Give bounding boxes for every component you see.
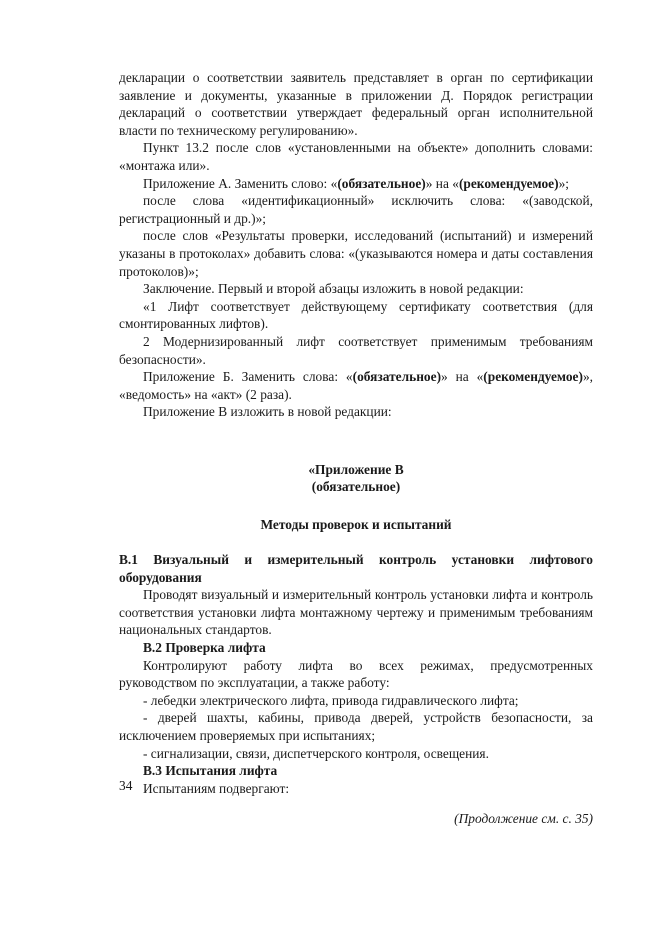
text-run: 2 Модернизированный лифт соответствует применимым требованиям безопасности». <box>119 333 593 367</box>
text-run: после слов «Результаты проверки, исследований (испытаний) и измерений указаны в протоколах» добавить слова: «(указываются номера и даты составления протоколов)»; <box>119 228 593 279</box>
amendment-paragraph <box>119 298 593 333</box>
text-run: Пункт 13.2 после слов «установленными на объекте» дополнить словами: «монтажа или». <box>119 140 593 173</box>
amendment-paragraph <box>119 403 593 421</box>
amendment-paragraph <box>119 175 593 193</box>
appendix-heading: «Приложение В <box>308 461 404 477</box>
amendment-paragraph <box>119 368 593 403</box>
text-run: » на « <box>425 175 459 191</box>
section-b3-text: Испытаниям подвергают: <box>143 780 290 796</box>
section-b1-text: Проводят визуальный и измерительный контроль установки лифта и контроль соответствия установки лифта монтажному чертежу и применимым требованиям национальных стандартов. <box>119 587 593 638</box>
bold-term: (рекомендуемое) <box>458 175 559 191</box>
bold-term: (обязательное) <box>352 369 442 385</box>
amendment-paragraph <box>119 280 593 298</box>
section-b2-line: Контролируют работу лифта во всех режимах, предусмотренных руководством по эксплуатации, а также работу: <box>119 657 593 691</box>
section-b2-line: - сигнализации, связи, диспетчерского контроля, освещения. <box>143 745 489 761</box>
section-b3-heading: В.3 Испытания лифта <box>143 763 278 779</box>
appendix-status: (обязательное) <box>311 479 401 495</box>
page-number: 34 <box>119 778 133 793</box>
text-run: «1 Лифт соответствует действующему сертификату соответствия (для смонтированных лифтов). <box>119 298 593 332</box>
section-b2-line: - дверей шахты, кабины, привода дверей, устройств безопасности, за исключением проверяемых при испытаниях; <box>119 710 593 744</box>
text-run: Заключение. Первый и второй абзацы изложить в новой редакции: <box>143 281 524 297</box>
continuation-note: (Продолжение см. с. 35) <box>454 811 593 827</box>
section-b1-heading: В.1 Визуальный и измерительный контроль установки лифтового оборудования <box>119 552 593 585</box>
text-run: после слова «идентификационный» исключить слова: «(заводской, регистрационный и др.)»; <box>119 193 593 226</box>
section-b2-line: - лебедки электрического лифта, привода гидравлического лифта; <box>143 692 519 708</box>
amendment-paragraph <box>119 139 593 174</box>
text-run: декларации о соответствии заявитель представляет в орган по сертификации заявление и документы, указанные в приложении Д. Порядок регистрации деклараций о соответствии утверждает федеральный орган исполнительной власти по техническому регулированию». <box>119 70 593 138</box>
amendment-paragraph <box>119 69 593 139</box>
text-run: Приложение В изложить в новой редакции: <box>143 404 392 420</box>
text-run: Приложение Б. Заменить слова: « <box>143 369 353 385</box>
appendix-title: Методы проверок и испытаний <box>260 516 452 532</box>
amendment-paragraph <box>119 227 593 280</box>
page-body <box>119 69 593 841</box>
text-run: », «ведомость» на «акт» (2 раза). <box>119 369 593 402</box>
amendment-paragraph <box>119 333 593 368</box>
amendment-paragraphs <box>119 69 593 421</box>
bold-term: (рекомендуемое) <box>483 369 583 385</box>
text-run: »; <box>558 175 570 191</box>
section-b2-heading: В.2 Проверка лифта <box>143 640 266 656</box>
text-run: Приложение А. Заменить слово: « <box>143 175 338 191</box>
amendment-paragraph <box>119 192 593 227</box>
text-run: » на « <box>441 369 484 385</box>
bold-term: (обязательное) <box>337 175 426 191</box>
